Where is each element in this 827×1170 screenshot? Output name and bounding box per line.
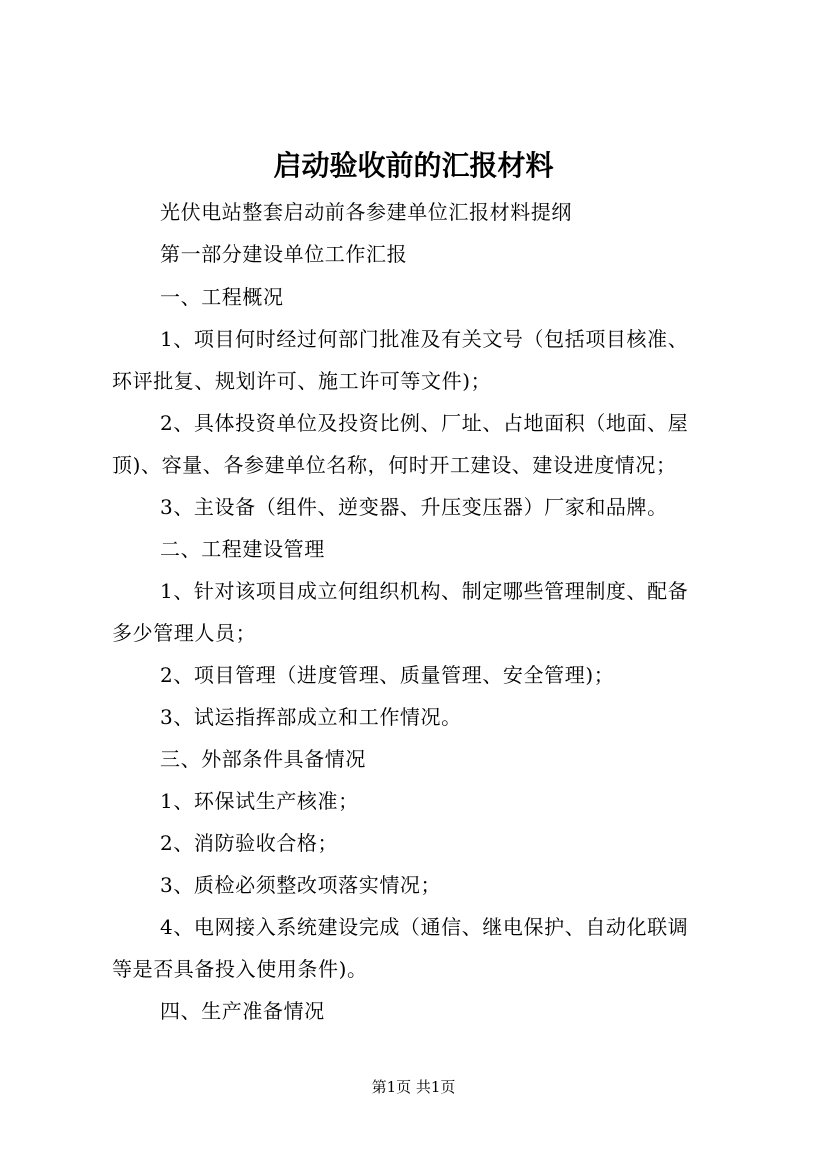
paragraph-line: 3、试运指挥部成立和工作情况。 [160, 705, 462, 729]
paragraph-line: 多少管理人员； [112, 621, 257, 645]
section-heading-3: 三、外部条件具备情况 [160, 747, 366, 771]
section-heading-1: 一、工程概况 [160, 285, 284, 309]
paragraph-line: 4、电网接入系统建设完成（通信、继电保护、自动化联调 [160, 915, 689, 939]
paragraph-line: 环评批复、规划许可、施工许可等文件)； [112, 369, 492, 393]
paragraph-line: 2、消防验收合格； [160, 831, 339, 855]
part-heading: 第一部分建设单位工作汇报 [160, 242, 408, 266]
section-heading-4: 四、生产准备情况 [160, 999, 325, 1023]
subtitle-line: 光伏电站整套启动前各参建单位汇报材料提纲 [160, 200, 572, 224]
document-title: 启动验收前的汇报材料 [273, 149, 554, 182]
paragraph-line: 1、针对该项目成立何组织机构、制定哪些管理制度、配备 [160, 579, 689, 603]
paragraph-line: 2、项目管理（进度管理、质量管理、安全管理)； [160, 663, 615, 687]
paragraph-line: 3、质检必须整改项落实情况； [160, 873, 442, 897]
paragraph-line: 3、主设备（组件、逆变器、升压变压器）厂家和品牌。 [160, 495, 668, 519]
paragraph-line: 1、环保试生产核准； [160, 789, 359, 813]
section-heading-2: 二、工程建设管理 [160, 537, 325, 561]
paragraph-line: 2、具体投资单位及投资比例、厂址、占地面积（地面、屋 [160, 411, 689, 435]
paragraph-line: 顶)、容量、各参建单位名称，何时开工建设、建设进度情况； [112, 453, 677, 477]
paragraph-line: 等是否具备投入使用条件)。 [112, 957, 368, 981]
paragraph-line: 1、项目何时经过何部门批准及有关文号（包括项目核准、 [160, 327, 689, 351]
page-footer: 第1页 共1页 [371, 1078, 456, 1096]
